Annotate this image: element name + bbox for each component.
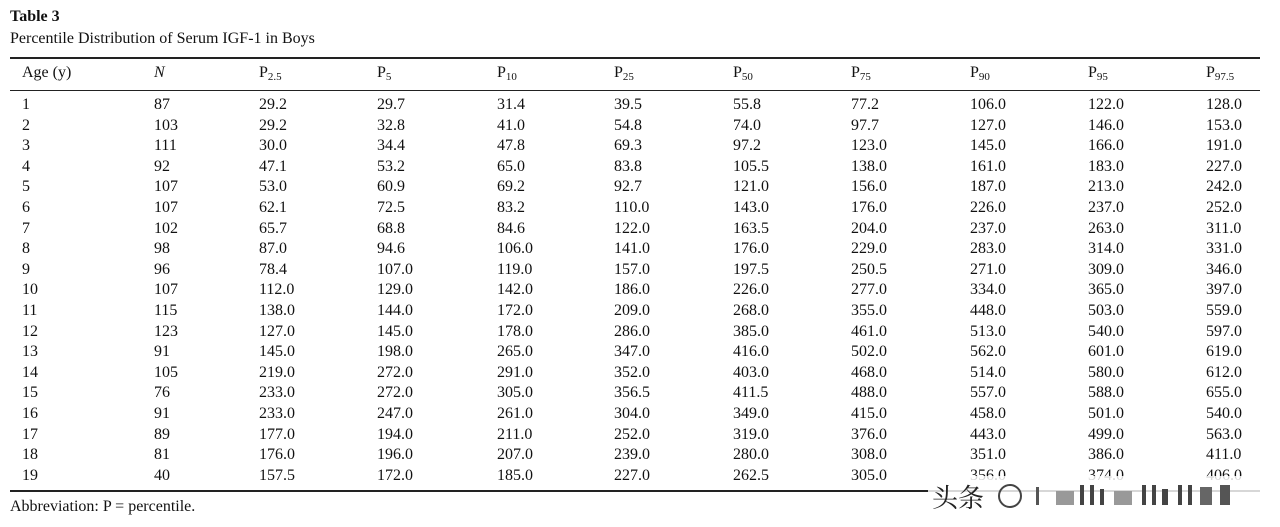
table-cell: 96: [154, 260, 170, 278]
table-cell: 98: [154, 240, 170, 258]
table-cell: 356.5: [614, 384, 650, 402]
table-cell: 194.0: [377, 425, 413, 443]
table-cell: 351.0: [970, 446, 1006, 464]
table-cell: 540.0: [1206, 405, 1242, 422]
table-cell: 540.0: [1088, 322, 1124, 340]
table-cell: 655.0: [1206, 384, 1242, 402]
table-cell: 172.0: [497, 302, 533, 319]
table-cell: 186.0: [614, 281, 650, 299]
table-cell: 283.0: [970, 240, 1006, 258]
table-cell: 227.0: [1206, 157, 1242, 175]
table-cell: 121.0: [733, 178, 769, 196]
table-cell: 559.0: [1206, 302, 1242, 319]
table-cell: 16: [22, 405, 38, 422]
table-cell: 403.0: [733, 363, 769, 381]
table-cell: 513.0: [970, 322, 1006, 340]
table-cell: 145.0: [970, 137, 1006, 155]
column-header: Age (y): [22, 64, 72, 81]
table-cell: 77.2: [851, 96, 879, 113]
table-cell: 107: [154, 281, 178, 299]
table-cell: 31.4: [497, 96, 525, 113]
table-cell: 191.0: [1206, 137, 1242, 155]
table-cell: 65.7: [259, 219, 287, 237]
table-cell: 81: [154, 446, 170, 464]
table-cell: 40: [154, 466, 170, 484]
table-cell: 102: [154, 219, 178, 237]
table-cell: 557.0: [970, 384, 1006, 402]
table-cell: 263.0: [1088, 219, 1124, 237]
table-cell: 499.0: [1088, 425, 1124, 443]
table-cell: 145.0: [259, 343, 295, 361]
table-cell: 237.0: [970, 219, 1006, 237]
table-header-rule: [10, 90, 1260, 91]
table-cell: 111: [154, 137, 177, 155]
table-cell: 17: [22, 425, 38, 443]
column-header: $P_{2.5}$: [259, 64, 282, 83]
table-cell: 204.0: [851, 219, 887, 237]
table-cell: 187.0: [970, 178, 1006, 196]
table-cell: 29.2: [259, 96, 287, 113]
table-cell: 252.0: [614, 425, 650, 443]
table-cell: 128.0: [1206, 96, 1242, 113]
table-cell: 127.0: [970, 116, 1006, 134]
table-cell: 311.0: [1206, 219, 1242, 237]
table-cell: 15: [22, 384, 38, 402]
table-cell: 161.0: [970, 157, 1006, 175]
table-cell: 60.9: [377, 178, 405, 196]
table-cell: 153.0: [1206, 116, 1242, 134]
table-cell: 138.0: [259, 302, 295, 319]
table-cell: 198.0: [377, 343, 413, 361]
table-cell: 503.0: [1088, 302, 1124, 319]
table-cell: 319.0: [733, 425, 769, 443]
table-cell: 588.0: [1088, 384, 1124, 402]
table-cell: 239.0: [614, 446, 650, 464]
table-cell: 4: [22, 157, 30, 175]
watermark: [928, 476, 1268, 516]
table-cell: 107.0: [377, 260, 413, 278]
table-cell: 115: [154, 302, 178, 319]
table-cell: 32.8: [377, 116, 405, 134]
table-cell: 76: [154, 384, 170, 402]
table-cell: 488.0: [851, 384, 887, 402]
table-cell: 12: [22, 322, 38, 340]
table-cell: 261.0: [497, 405, 533, 422]
table-cell: 69.2: [497, 178, 525, 196]
column-header: $P_{95}$: [1088, 64, 1108, 83]
table-cell: 68.8: [377, 219, 405, 237]
table-cell: 54.8: [614, 116, 642, 134]
table-cell: 277.0: [851, 281, 887, 299]
table-cell: 19: [22, 466, 38, 484]
table-cell: 601.0: [1088, 343, 1124, 361]
table-cell: 163.5: [733, 219, 769, 237]
table-cell: 349.0: [733, 405, 769, 422]
table-cell: 233.0: [259, 405, 295, 422]
table-cell: 129.0: [377, 281, 413, 299]
table-cell: 268.0: [733, 302, 769, 319]
table-cell: 397.0: [1206, 281, 1242, 299]
table-cell: 83.2: [497, 199, 525, 216]
table-cell: 69.3: [614, 137, 642, 155]
table-cell: 112.0: [259, 281, 295, 299]
table-cell: 107: [154, 178, 178, 196]
table-cell: 416.0: [733, 343, 769, 361]
table-cell: 242.0: [1206, 178, 1242, 196]
table-caption: Percentile Distribution of Serum IGF-1 in Boys: [10, 30, 315, 47]
table-cell: 376.0: [851, 425, 887, 443]
table-cell: 2: [22, 116, 30, 134]
table-cell: 122.0: [614, 219, 650, 237]
table-cell: 105.5: [733, 157, 769, 175]
table-cell: 143.0: [733, 199, 769, 216]
column-header: $P_{25}$: [614, 64, 634, 83]
table-cell: 280.0: [733, 446, 769, 464]
table-cell: 9: [22, 260, 30, 278]
table-cell: 146.0: [1088, 116, 1124, 134]
table-cell: 41.0: [497, 116, 525, 134]
table-cell: 219.0: [259, 363, 295, 381]
table-cell: 305.0: [497, 384, 533, 402]
table-cell: 385.0: [733, 322, 769, 340]
watermark-pattern-icon: [996, 481, 1246, 511]
table-cell: 502.0: [851, 343, 887, 361]
table-cell: 107: [154, 199, 178, 216]
table-cell: 7: [22, 219, 30, 237]
table-cell: 157.0: [614, 260, 650, 278]
table-cell: 110.0: [614, 199, 650, 216]
table-cell: 227.0: [614, 466, 650, 484]
table-cell: 271.0: [970, 260, 1006, 278]
table-cell: 346.0: [1206, 260, 1242, 278]
table-cell: 176.0: [733, 240, 769, 258]
table-cell: 123.0: [851, 137, 887, 155]
table-cell: 145.0: [377, 322, 413, 340]
table-cell: 34.4: [377, 137, 405, 155]
table-cell: 84.6: [497, 219, 525, 237]
table-cell: 178.0: [497, 322, 533, 340]
table-cell: 97.7: [851, 116, 879, 134]
table-cell: 53.2: [377, 157, 405, 175]
table-cell: 122.0: [1088, 96, 1124, 113]
table-cell: 176.0: [851, 199, 887, 216]
table-cell: 53.0: [259, 178, 287, 196]
table-cell: 331.0: [1206, 240, 1242, 258]
table-cell: 176.0: [259, 446, 295, 464]
table-cell: 352.0: [614, 363, 650, 381]
column-header: $P_{90}$: [970, 64, 990, 83]
column-header: $P_{97.5}$: [1206, 64, 1235, 83]
table-cell: 411.0: [1206, 446, 1242, 464]
table-cell: 252.0: [1206, 199, 1242, 216]
table-cell: 123: [154, 322, 178, 340]
table-cell: 286.0: [614, 322, 650, 340]
table-cell: 166.0: [1088, 137, 1124, 155]
column-header: $P_5$: [377, 64, 392, 83]
table-cell: 619.0: [1206, 343, 1242, 361]
table-cell: 183.0: [1088, 157, 1124, 175]
table-cell: 355.0: [851, 302, 887, 319]
table-cell: 562.0: [970, 343, 1006, 361]
table-cell: 105: [154, 363, 178, 381]
table-cell: 74.0: [733, 116, 761, 134]
table-cell: 365.0: [1088, 281, 1124, 299]
table-cell: 156.0: [851, 178, 887, 196]
table-cell: 580.0: [1088, 363, 1124, 381]
table-cell: 265.0: [497, 343, 533, 361]
table-cell: 11: [22, 302, 38, 319]
table-cell: 29.7: [377, 96, 405, 113]
table-cell: 291.0: [497, 363, 533, 381]
table-cell: 262.5: [733, 466, 769, 484]
table-cell: 226.0: [733, 281, 769, 299]
table-cell: 10: [22, 281, 38, 299]
table-cell: 91: [154, 405, 170, 422]
table-cell: 272.0: [377, 363, 413, 381]
table-cell: 3: [22, 137, 30, 155]
table-cell: 29.2: [259, 116, 287, 134]
table-cell: 92: [154, 157, 170, 175]
table-cell: 1: [22, 96, 30, 113]
table-cell: 612.0: [1206, 363, 1242, 381]
table-cell: 78.4: [259, 260, 287, 278]
table-cell: 305.0: [851, 466, 887, 484]
table-cell: 138.0: [851, 157, 887, 175]
table-cell: 514.0: [970, 363, 1006, 381]
table-cell: 157.5: [259, 466, 295, 484]
table-cell: 106.0: [970, 96, 1006, 113]
table-cell: 47.8: [497, 137, 525, 155]
table-cell: 213.0: [1088, 178, 1124, 196]
table-cell: 87.0: [259, 240, 287, 258]
table-cell: 5: [22, 178, 30, 196]
table-cell: 597.0: [1206, 322, 1242, 340]
table-cell: 83.8: [614, 157, 642, 175]
table-cell: 92.7: [614, 178, 642, 196]
table-cell: 411.5: [733, 384, 769, 402]
table-cell: 127.0: [259, 322, 295, 340]
table-cell: 106.0: [497, 240, 533, 258]
table-cell: 72.5: [377, 199, 405, 216]
table-cell: 97.2: [733, 137, 761, 155]
table-cell: 314.0: [1088, 240, 1124, 258]
table-cell: 18: [22, 446, 38, 464]
table-cell: 103: [154, 116, 178, 134]
table-cell: 309.0: [1088, 260, 1124, 278]
table-cell: 13: [22, 343, 38, 361]
table-cell: 563.0: [1206, 425, 1242, 443]
table-cell: 468.0: [851, 363, 887, 381]
table-cell: 304.0: [614, 405, 650, 422]
table-cell: 47.1: [259, 157, 287, 175]
table-cell: 94.6: [377, 240, 405, 258]
table-cell: 55.8: [733, 96, 761, 113]
table-cell: 177.0: [259, 425, 295, 443]
table-cell: 237.0: [1088, 199, 1124, 216]
table-cell: 144.0: [377, 302, 413, 319]
table-cell: 211.0: [497, 425, 533, 443]
table-cell: 30.0: [259, 137, 287, 155]
table-cell: 91: [154, 343, 170, 361]
table-cell: 65.0: [497, 157, 525, 175]
table-cell: 250.5: [851, 260, 887, 278]
table-label: Table 3: [10, 8, 60, 25]
table-cell: 501.0: [1088, 405, 1124, 422]
table-cell: 172.0: [377, 466, 413, 484]
column-header: N: [154, 64, 165, 81]
table-cell: 209.0: [614, 302, 650, 319]
table-cell: 443.0: [970, 425, 1006, 443]
table-footnote: Abbreviation: P = percentile.: [10, 498, 196, 515]
column-header: $P_{50}$: [733, 64, 753, 83]
table-cell: 415.0: [851, 405, 887, 422]
table-cell: 233.0: [259, 384, 295, 402]
table-cell: 229.0: [851, 240, 887, 258]
table-cell: 247.0: [377, 405, 413, 422]
table-cell: 185.0: [497, 466, 533, 484]
table-cell: 272.0: [377, 384, 413, 402]
table-cell: 334.0: [970, 281, 1006, 299]
table-top-rule: [10, 57, 1260, 59]
column-header: $P_{10}$: [497, 64, 517, 83]
table-cell: 458.0: [970, 405, 1006, 422]
table-cell: 207.0: [497, 446, 533, 464]
table-cell: 14: [22, 363, 38, 381]
table-cell: 89: [154, 425, 170, 443]
table-cell: 141.0: [614, 240, 650, 258]
table-cell: 308.0: [851, 446, 887, 464]
table-cell: 62.1: [259, 199, 287, 216]
table-cell: 386.0: [1088, 446, 1124, 464]
watermark-text: 头条: [932, 483, 985, 514]
column-header: $P_{75}$: [851, 64, 871, 83]
table-cell: 142.0: [497, 281, 533, 299]
table-cell: 461.0: [851, 322, 887, 340]
table-cell: 8: [22, 240, 30, 258]
table-cell: 39.5: [614, 96, 642, 113]
table-cell: 87: [154, 96, 170, 113]
table-cell: 197.5: [733, 260, 769, 278]
table-cell: 6: [22, 199, 30, 216]
table-cell: 347.0: [614, 343, 650, 361]
table-cell: 196.0: [377, 446, 413, 464]
table-cell: 448.0: [970, 302, 1006, 319]
table-cell: 119.0: [497, 260, 533, 278]
table-cell: 226.0: [970, 199, 1006, 216]
